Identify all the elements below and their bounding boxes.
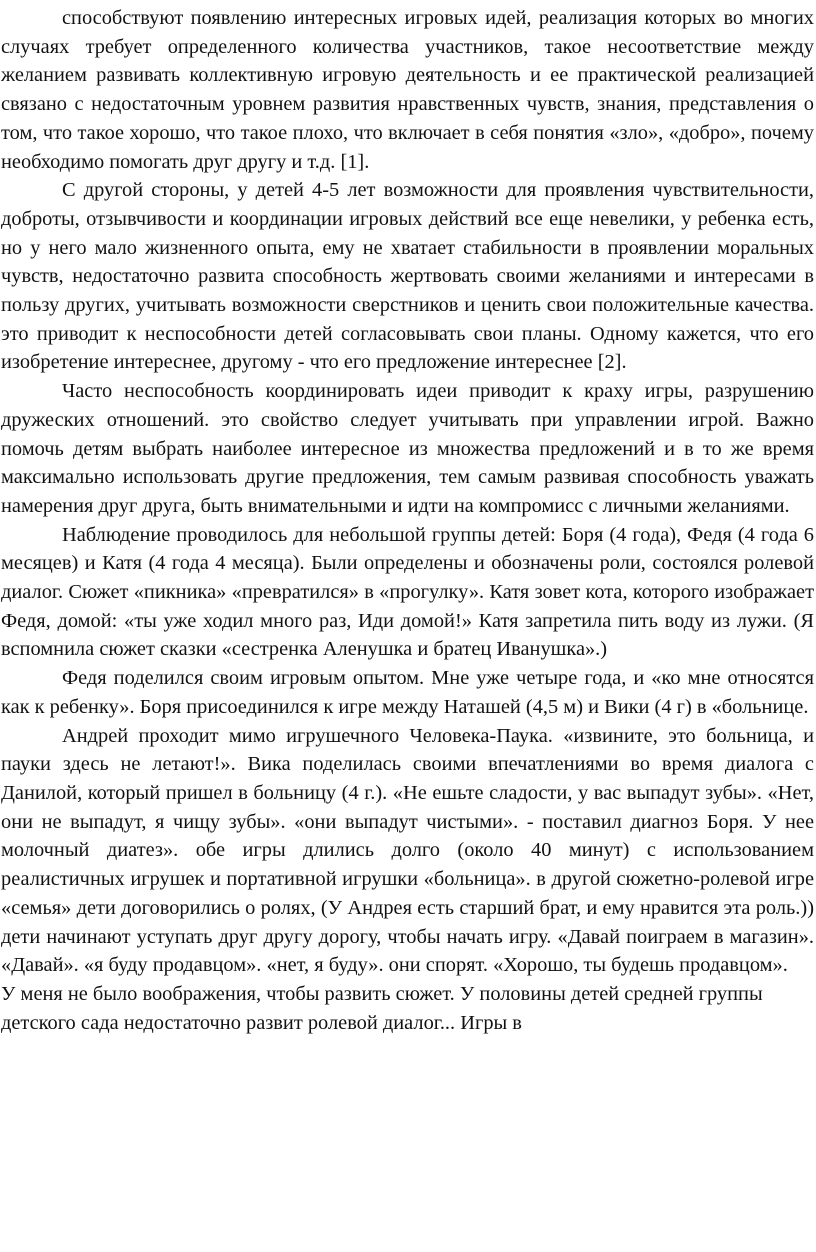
paragraph-conclusion: У меня не было воображения, чтобы развить сюжет. У половины детей средней группы детского сада недостаточно развит ролевой диалог... Игры в: [1, 982, 763, 1034]
paragraph-andrey: Андрей проходит мимо игрушечного Человека-Паука. «извините, это больница, и пауки здесь не летают!». Вика поделилась своими впечатлениями во время диалога с Данилой, который пришел в больницу (4 г.). «Не ешьте сладости, у вас выпадут зубы». «Нет, они не выпадут, я чищу зубы». «они выпадут чистыми». - поставил диагноз Боря. У нее молочный диатез». обе игры длились долго (около 40 минут) с использованием реалистичных игрушек и портативной игрушки «больница». в другой сюжетно-ролевой игре «семья» дети договорились о ролях, (У Андрея есть старший брат, и ему нравится эта роль.)) дети начинают уступать друг другу дорогу, чтобы начать игру. «Давай поиграем в магазин». «Давай». «я буду продавцом». «нет, я буду». они спорят. «Хорошо, ты будешь продавцом».: [1, 724, 814, 977]
paragraph-observation: Наблюдение проводилось для небольшой группы детей: Боря (4 года), Федя (4 года 6 месяцев) и Катя (4 года 4 месяца). Были определены и обозначены роли, состоялся ролевой диалог. Сюжет «пикника» «превратился» в «прогулку». Катя зовет кота, которого изображает Федя, домой: «ты уже ходил много раз, Иди домой!» Катя запретила пить воду из лужи. (Я вспомнила сюжет сказки «сестренка Аленушка и братец Иванушка».): [1, 523, 814, 661]
paragraph-moral-development: С другой стороны, у детей 4-5 лет возможности для проявления чувствительности, доброты, отзывчивости и координации игровых действий все еще невелики, у ребенка есть, но у него мало жизненного опыта, ему не хватает стабильности в проявлении моральных чувств, недостаточно развита способность жертвовать своими желаниями и интересами в пользу других, учитывать возможности сверстников и ценить свои положительные качества. это приводит к неспособности детей согласовывать свои планы. Одному кажется, что его изобретение интереснее, другому - что его предложение интереснее [2].: [1, 179, 814, 374]
paragraph-coordination: Часто неспособность координировать идеи приводит к краху игры, разрушению дружеских отношений. это свойство следует учитывать при управлении игрой. Важно помочь детям выбрать наиболее интересное из множества предложений и в то же время максимально использовать другие предложения, тем самым развивая способность уважать намерения друг друга, быть внимательными и идти на компромисс с личными желаниями.: [1, 380, 814, 517]
paragraph-fedya: Федя поделился своим игровым опытом. Мне уже четыре года, и «ко мне относятся как к ребенку». Боря присоединился к игре между Наташей (4,5 м) и Вики (4 г) в «больнице.: [1, 667, 814, 718]
paragraph-continuation: способствуют появлению интересных игровых идей, реализация которых во многих случаях требует определенного количества участников, такое несоответствие между желанием развивать коллективную игровую деятельность и ее практической реализацией связано с недостаточным уровнем развития нравственных чувств, знания, представления о том, что такое хорошо, что такое плохо, что включает в себя понятия «зло», «добро», почему необходимо помогать друг другу и т.д. [1].: [1, 7, 814, 173]
